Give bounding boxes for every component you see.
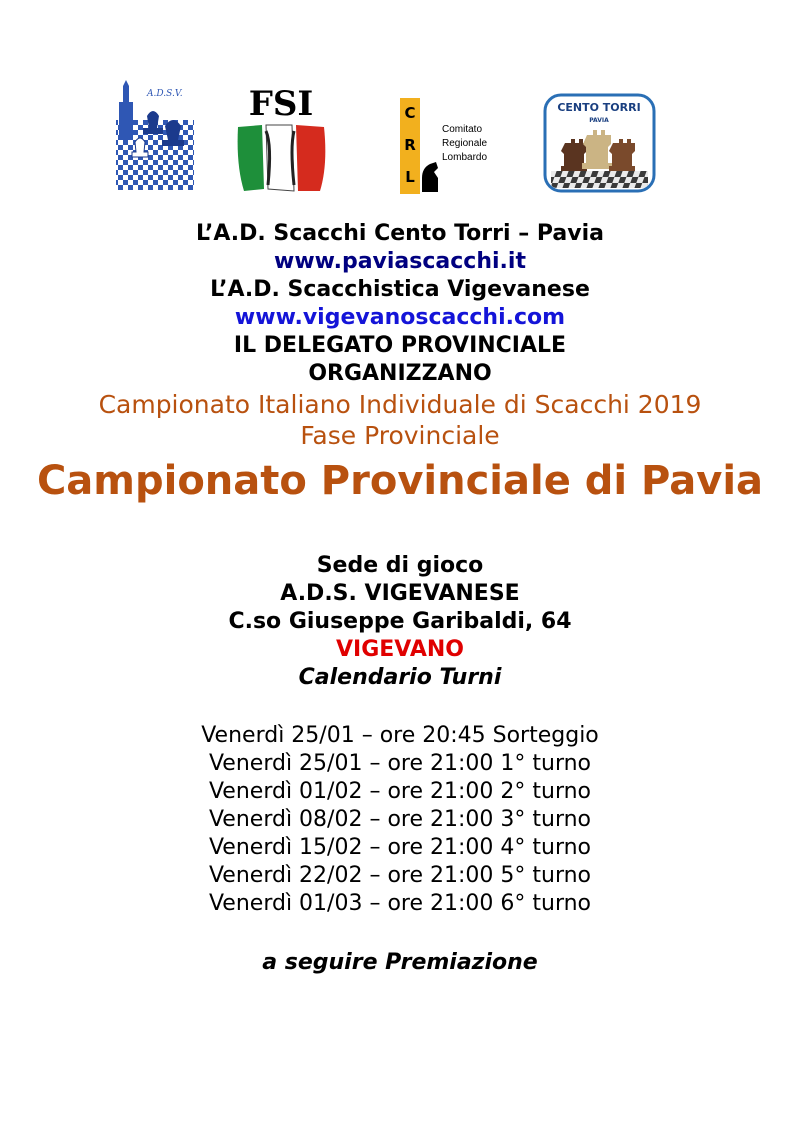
adsv-logo-text: A.D.S.V.: [147, 89, 183, 99]
cento-torri-subtitle: PAVIA: [589, 117, 609, 124]
adsv-logo: [113, 80, 197, 192]
venue-address: C.so Giuseppe Garibaldi, 64: [228, 609, 572, 634]
organize-heading: ORGANIZZANO: [308, 361, 492, 386]
venue-club: A.D.S. VIGEVANESE: [280, 581, 520, 606]
schedule-item: Venerdì 25/01 – ore 21:00 1° turno: [208, 751, 592, 776]
crl-text-line-2: Regionale: [442, 138, 488, 149]
fsi-logo-text: FSI: [248, 85, 314, 124]
event-title: Campionato Provinciale di Pavia: [36, 458, 764, 504]
crl-letter-r: R: [404, 136, 416, 154]
schedule-item: Venerdì 01/03 – ore 21:00 6° turno: [208, 891, 592, 916]
calendar-heading: Calendario Turni: [298, 665, 502, 690]
schedule-item: Venerdì 22/02 – ore 21:00 5° turno: [208, 863, 592, 888]
delegate-heading: IL DELEGATO PROVINCIALE: [233, 333, 567, 358]
crl-letter-c: C: [404, 104, 416, 122]
schedule-item: Venerdì 01/02 – ore 21:00 2° turno: [208, 779, 592, 804]
crl-letter-l: L: [405, 168, 415, 186]
url-vigevanoscacchi[interactable]: www.vigevanoscacchi.com: [234, 305, 566, 330]
championship-name: Campionato Italiano Individuale di Scacchi 2019: [98, 390, 702, 419]
venue-city: VIGEVANO: [336, 637, 464, 662]
championship-phase: Fase Provinciale: [300, 421, 500, 450]
schedule-item: Venerdì 25/01 – ore 20:45 Sorteggio: [201, 723, 599, 748]
venue-label: Sede di gioco: [316, 553, 484, 578]
crl-text-line-3: Lombardo: [442, 152, 488, 163]
round-schedule: [0, 722, 800, 918]
schedule-item: Venerdì 08/02 – ore 21:00 3° turno: [208, 807, 592, 832]
url-paviascacchi[interactable]: www.paviascacchi.it: [274, 249, 526, 274]
awards-note: a seguire Premiazione: [262, 950, 538, 975]
fsi-logo: [232, 85, 330, 193]
organizer-vigevanese: L’A.D. Scacchistica Vigevanese: [210, 277, 590, 302]
cento-torri-logo: [543, 93, 656, 193]
crl-logo: [396, 98, 506, 194]
crl-text-line-1: Comitato: [442, 124, 483, 135]
schedule-item: Venerdì 15/02 – ore 21:00 4° turno: [208, 835, 592, 860]
organizer-cento-torri: L’A.D. Scacchi Cento Torri – Pavia: [196, 221, 604, 246]
cento-torri-title: CENTO TORRI: [557, 101, 641, 114]
